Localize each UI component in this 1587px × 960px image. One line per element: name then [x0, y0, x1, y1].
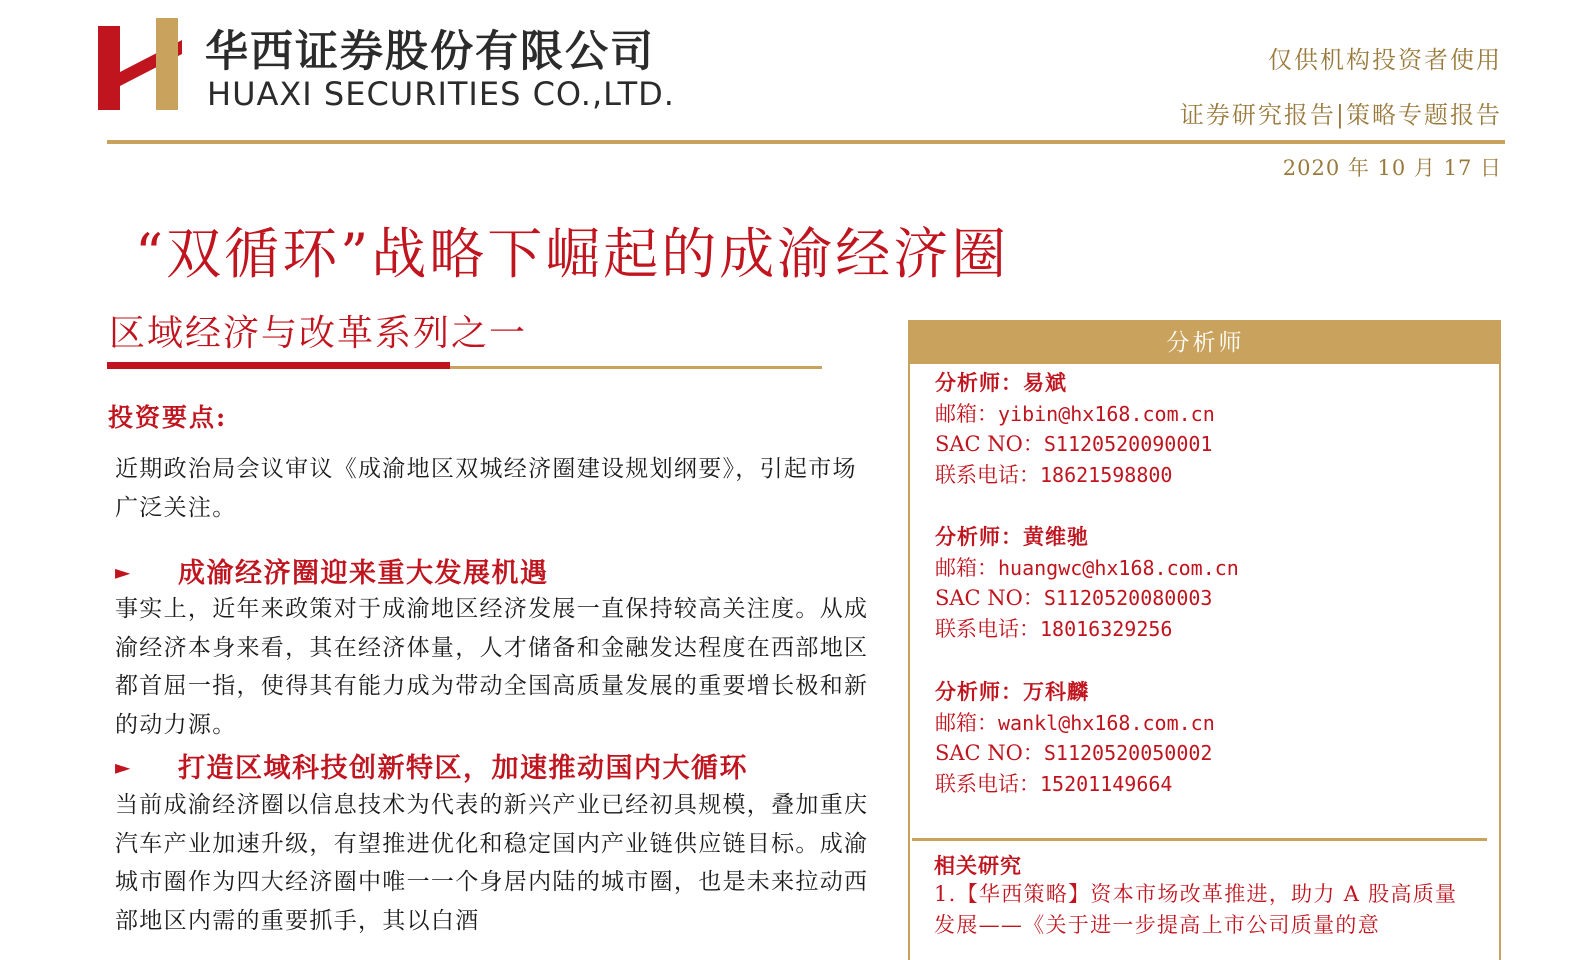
- email-link[interactable]: wankl@hx168.com.cn: [998, 710, 1215, 735]
- audience-note: 仅供机构投资者使用: [1268, 46, 1502, 74]
- related-divider: [912, 838, 1487, 841]
- analyst-card: [935, 522, 1239, 644]
- header-divider: [107, 140, 1505, 144]
- analyst-email: 邮箱：yibin@hx168.com.cn: [935, 401, 1215, 426]
- analyst-name: 分析师：黄维驰: [935, 524, 1089, 549]
- analyst-phone: 联系电话：15201149664: [935, 771, 1173, 796]
- analyst-sac: SAC NO：S1120520080003: [935, 586, 1213, 610]
- report-type: 证券研究报告|策略专题报告: [1179, 101, 1502, 129]
- bullet-title: 打造区域科技创新特区，加速推动国内大循环: [178, 753, 748, 784]
- triangle-bullet-icon: ►: [115, 560, 132, 584]
- company-name-en: HUAXI SECURITIES CO.,LTD.: [207, 75, 675, 113]
- analyst-phone: 联系电话：18016329256: [935, 616, 1173, 641]
- bullet-title: 成渝经济圈迎来重大发展机遇: [178, 558, 549, 589]
- key-points-intro: 近期政治局会议审议《成渝地区双城经济圈建设规划纲要》，引起市场广泛关注。: [115, 456, 857, 521]
- analyst-card: [935, 368, 1215, 490]
- report-title: “双循环”战略下崛起的成渝经济圈: [135, 222, 1010, 286]
- triangle-bullet-icon: ►: [115, 755, 132, 779]
- subtitle-rule-red: [107, 362, 450, 369]
- bullet-heading: [115, 551, 549, 590]
- analyst-phone: 联系电话：18621598800: [935, 462, 1173, 487]
- report-date: 2020 年 10 月 17 日: [1282, 156, 1502, 180]
- related-research-item[interactable]: 1.【华西策略】资本市场改革推进，助力 A 股高质量发展——《关于进一步提高上市公司质量的意: [934, 882, 1458, 937]
- analyst-card: [935, 677, 1215, 799]
- bullet-paragraph: 当前成渝经济圈以信息技术为代表的新兴产业已经初具规模，叠加重庆汽车产业加速升级，有望推进优化和稳定国内产业链供应链目标。成渝城市圈作为四大经济圈中唯一一个身居内陆的城市圈，也是未来拉动西部地区内需的重要抓手，其以白酒: [115, 792, 869, 934]
- bullet-paragraph: 事实上，近年来政策对于成渝地区经济发展一直保持较高关注度。从成渝经济本身来看，其在经济体量，人才储备和金融发达程度在西部地区都首屈一指，使得其有能力成为带动全国高质量发展的重要增长极和新的动力源。: [115, 596, 869, 738]
- company-name-cn: 华西证券股份有限公司: [205, 27, 655, 77]
- related-research-heading: 相关研究: [934, 853, 1022, 878]
- huaxi-logo-icon: [98, 18, 182, 110]
- key-points-heading: 投资要点:: [108, 403, 228, 432]
- subtitle-rule-gold: [450, 366, 822, 369]
- bullet-heading: [115, 746, 748, 785]
- report-subtitle: 区域经济与改革系列之一: [109, 313, 528, 354]
- analyst-name: 分析师：易斌: [935, 370, 1067, 395]
- analyst-email: 邮箱：huangwc@hx168.com.cn: [935, 555, 1239, 580]
- analyst-name: 分析师：万科麟: [935, 679, 1089, 704]
- analyst-email: 邮箱：wankl@hx168.com.cn: [935, 710, 1215, 735]
- email-link[interactable]: yibin@hx168.com.cn: [998, 401, 1215, 426]
- analyst-sac: SAC NO：S1120520090001: [935, 432, 1213, 456]
- email-link[interactable]: huangwc@hx168.com.cn: [998, 555, 1239, 580]
- analyst-sac: SAC NO：S1120520050002: [935, 741, 1213, 765]
- analyst-panel-heading: 分析师: [910, 322, 1501, 364]
